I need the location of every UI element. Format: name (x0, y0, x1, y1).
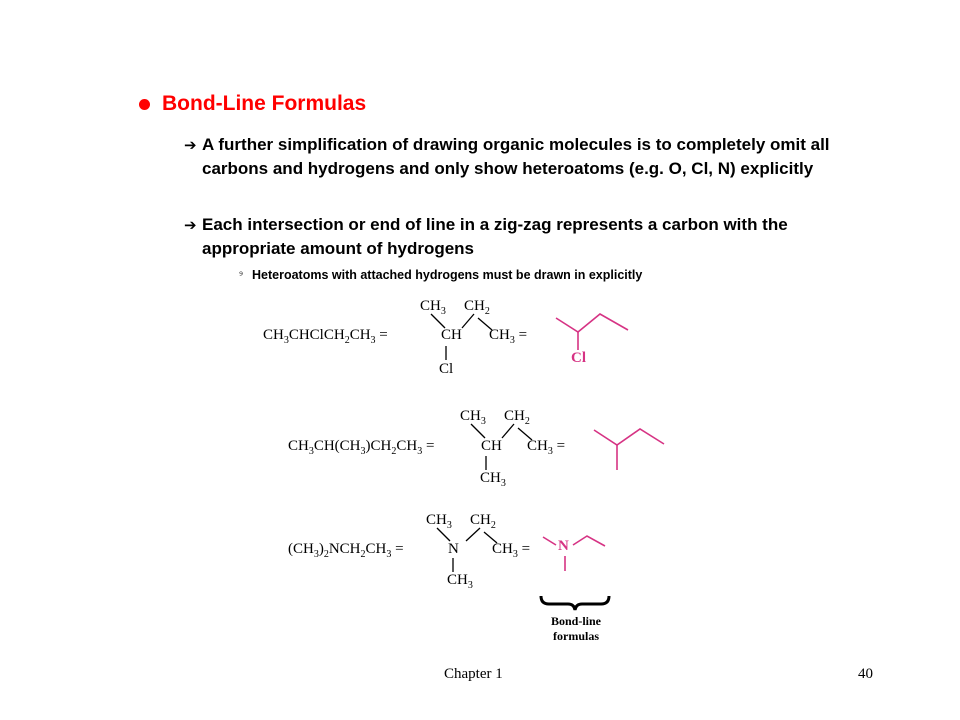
struct-ch3-right: $CH_3$ = (527, 438, 566, 457)
struct-ch3-top: $CH_3$ (420, 298, 446, 317)
bondline-chain (573, 536, 605, 546)
caption-line-1: Bond-line (550, 614, 601, 628)
struct-ch3-top: $CH_3$ (426, 512, 452, 531)
footer-page-number: 40 (858, 666, 873, 682)
struct-n: N (448, 541, 459, 557)
struct-ch3-bottom: $CH_3$ (447, 572, 473, 591)
struct-ch3-top: $CH_3$ (460, 408, 486, 427)
struct-cl: Cl (439, 361, 454, 377)
condensed-formula-2: $CH_3CH(CH_3)CH_2CH_3$ = (288, 438, 435, 457)
bondline-n-label: N (558, 538, 569, 554)
struct-ch: CH (481, 438, 502, 454)
bullet-text-1: A further simplification of drawing organic molecules is to completely omit all carbons and hydrogens and only show heteroatoms (e.g. O, Cl, N) explicitly (202, 135, 830, 178)
bondline-cl-label: Cl (571, 350, 586, 366)
struct-ch3-bottom: $CH_3$ (480, 470, 506, 489)
bondline-caption (544, 614, 608, 644)
circle-bullet-icon (139, 99, 150, 110)
bullet-text-2: Each intersection or end of line in a zig-zag represents a carbon with the appropriate amount of hydrogens (202, 215, 788, 258)
condensed-formula-3: $(CH_3)_2NCH_2CH_3$ = (288, 541, 404, 560)
bondline-chain (556, 314, 628, 332)
struct-ch2-top: $CH_2$ (470, 512, 496, 531)
footer-chapter: Chapter 1 (444, 666, 503, 682)
condensed-formula-1: $CH_3CHClCH_2CH_3$ = (263, 327, 388, 346)
sub-bullet-icon: ⁹ (239, 271, 244, 282)
struct-ch3-right: $CH_3$ = (492, 541, 531, 560)
struct-ch3-right: $CH_3$ = (489, 327, 528, 346)
brace-icon (541, 596, 609, 610)
arrow-right-icon: ➔ (184, 216, 197, 234)
struct-ch: CH (441, 327, 462, 343)
arrow-right-icon: ➔ (184, 136, 197, 154)
sub-bullet-text: Heteroatoms with attached hydrogens must be drawn in explicitly (252, 268, 643, 282)
bondline-bond (543, 537, 556, 545)
struct-ch2-top: $CH_2$ (504, 408, 530, 427)
caption-line-2: formulas (553, 629, 599, 643)
slide-heading: Bond-Line Formulas (162, 92, 367, 115)
bondline-chain (594, 429, 664, 445)
struct-ch2-top: $CH_2$ (464, 298, 490, 317)
